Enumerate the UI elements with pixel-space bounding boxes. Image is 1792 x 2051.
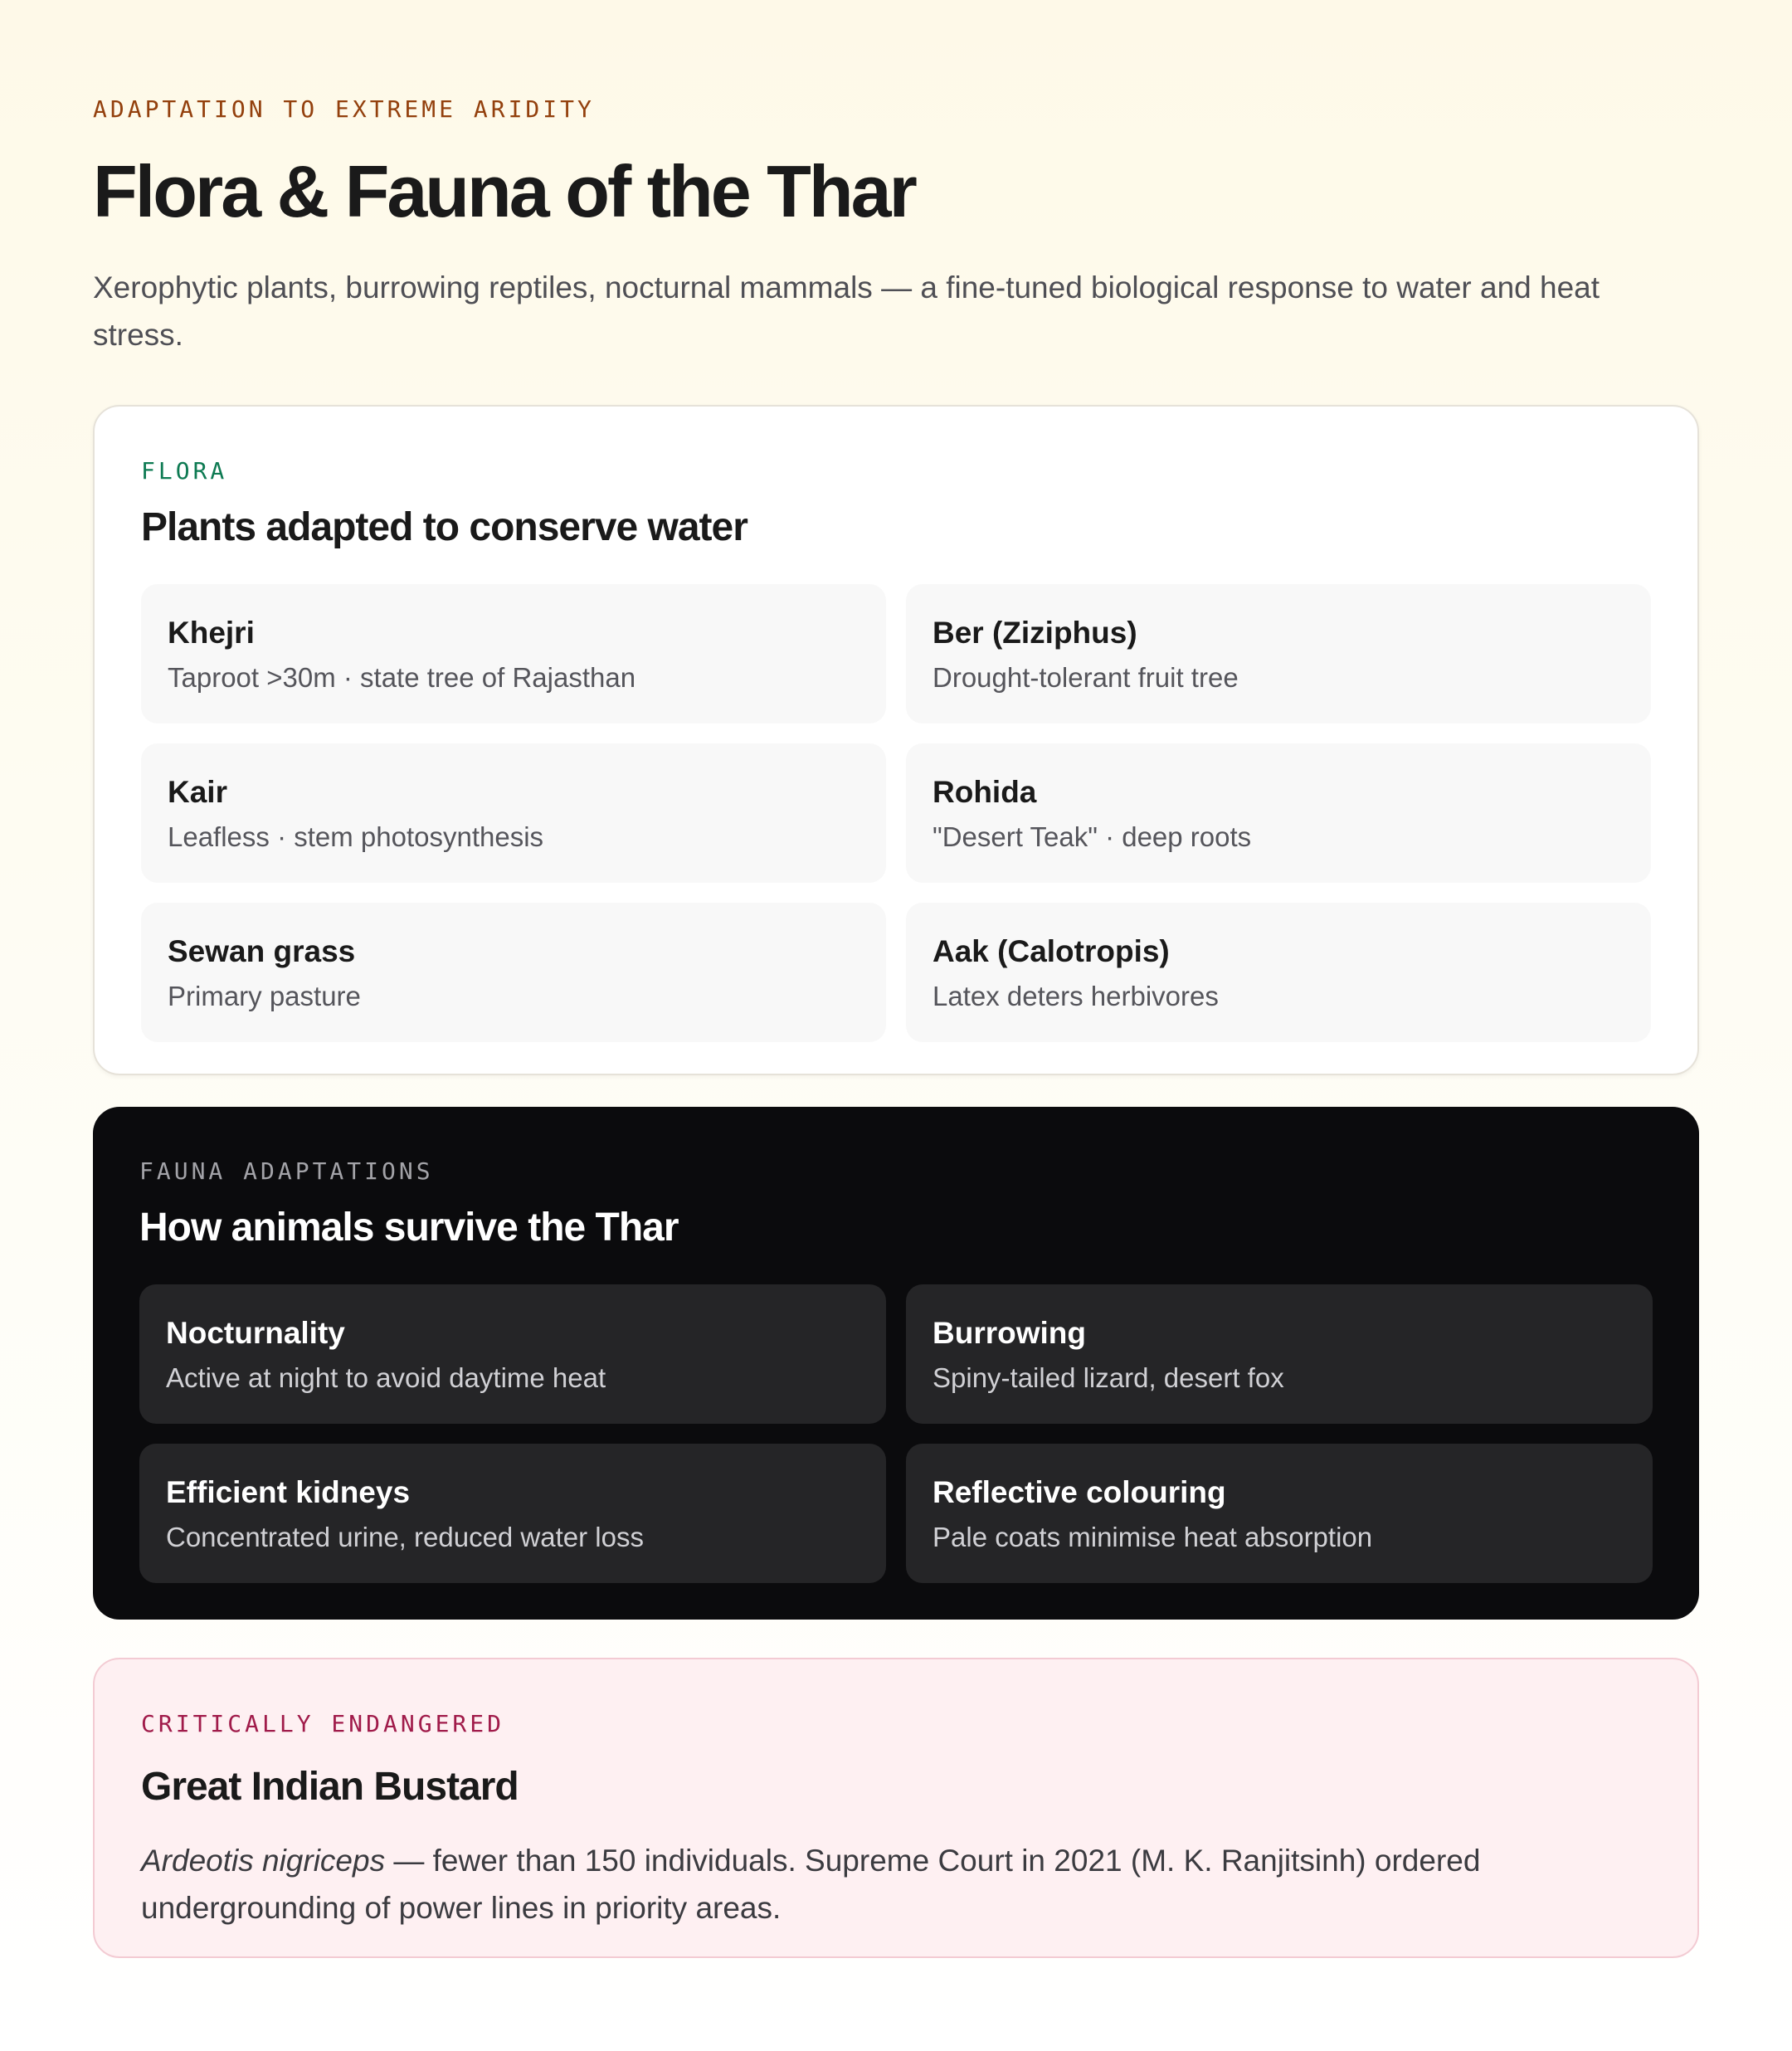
fauna-title: How animals survive the Thar <box>139 1206 679 1250</box>
flora-item-desc: "Desert Teak" · deep roots <box>933 821 1252 852</box>
flora-item-name: Khejri <box>168 616 255 650</box>
fauna-item-name: Reflective colouring <box>933 1475 1226 1509</box>
flora-item-sewan-grass <box>141 903 886 1042</box>
fauna-item-burrowing <box>906 1284 1653 1424</box>
fauna-item-nocturnality <box>139 1284 886 1424</box>
page-eyebrow: ADAPTATION TO EXTREME ARIDITY <box>93 95 595 123</box>
fauna-item-desc: Spiny-tailed lizard, desert fox <box>933 1362 1284 1393</box>
flora-item-desc: Drought-tolerant fruit tree <box>933 662 1239 693</box>
flora-item-desc: Latex deters herbivores <box>933 981 1219 1011</box>
species-name: Ardeotis nigriceps <box>141 1844 386 1878</box>
endangered-title: Great Indian Bustard <box>141 1765 519 1809</box>
flora-item-desc: Primary pasture <box>168 981 361 1011</box>
page-header <box>93 93 1669 358</box>
flora-grid <box>141 584 1651 1042</box>
endangered-description <box>141 1837 1618 1932</box>
fauna-item-desc: Active at night to avoid daytime heat <box>166 1362 606 1393</box>
fauna-grid <box>139 1284 1653 1583</box>
fauna-item-desc: Pale coats minimise heat absorption <box>933 1522 1373 1552</box>
flora-item-name: Sewan grass <box>168 934 356 968</box>
endangered-card <box>93 1658 1699 1958</box>
endangered-text: — fewer than 150 individuals. Supreme Court in 2021 (M. K. Ranjitsinh) ordered undergrounding of power lines in priority areas. <box>141 1844 1481 1925</box>
page-subtitle: Xerophytic plants, burrowing reptiles, nocturnal mammals — a fine-tuned biological response to water and heat stress. <box>93 270 1600 352</box>
fauna-item-name: Burrowing <box>933 1316 1086 1350</box>
flora-item-kair <box>141 743 886 883</box>
flora-item-rohida <box>906 743 1651 883</box>
flora-item-name: Rohida <box>933 775 1037 809</box>
flora-item-ber <box>906 584 1651 723</box>
flora-item-desc: Leafless · stem photosynthesis <box>168 821 544 852</box>
flora-item-desc: Taproot >30m · state tree of Rajasthan <box>168 662 636 693</box>
fauna-card <box>93 1107 1699 1620</box>
endangered-eyebrow: CRITICALLY ENDANGERED <box>141 1710 505 1737</box>
flora-item-name: Kair <box>168 775 227 809</box>
flora-eyebrow: FLORA <box>141 457 228 485</box>
flora-item-name: Aak (Calotropis) <box>933 934 1170 968</box>
fauna-eyebrow: FAUNA ADAPTATIONS <box>139 1157 434 1185</box>
flora-title: Plants adapted to conserve water <box>141 505 747 549</box>
flora-item-khejri <box>141 584 886 723</box>
fauna-item-desc: Concentrated urine, reduced water loss <box>166 1522 644 1552</box>
flora-card <box>93 405 1699 1075</box>
fauna-item-name: Nocturnality <box>166 1316 345 1350</box>
flora-item-name: Ber (Ziziphus) <box>933 616 1137 650</box>
fauna-item-name: Efficient kidneys <box>166 1475 411 1509</box>
fauna-item-reflective-colouring <box>906 1444 1653 1583</box>
flora-item-aak <box>906 903 1651 1042</box>
page-title: Flora & Fauna of the Thar <box>93 150 915 232</box>
fauna-item-efficient-kidneys <box>139 1444 886 1583</box>
